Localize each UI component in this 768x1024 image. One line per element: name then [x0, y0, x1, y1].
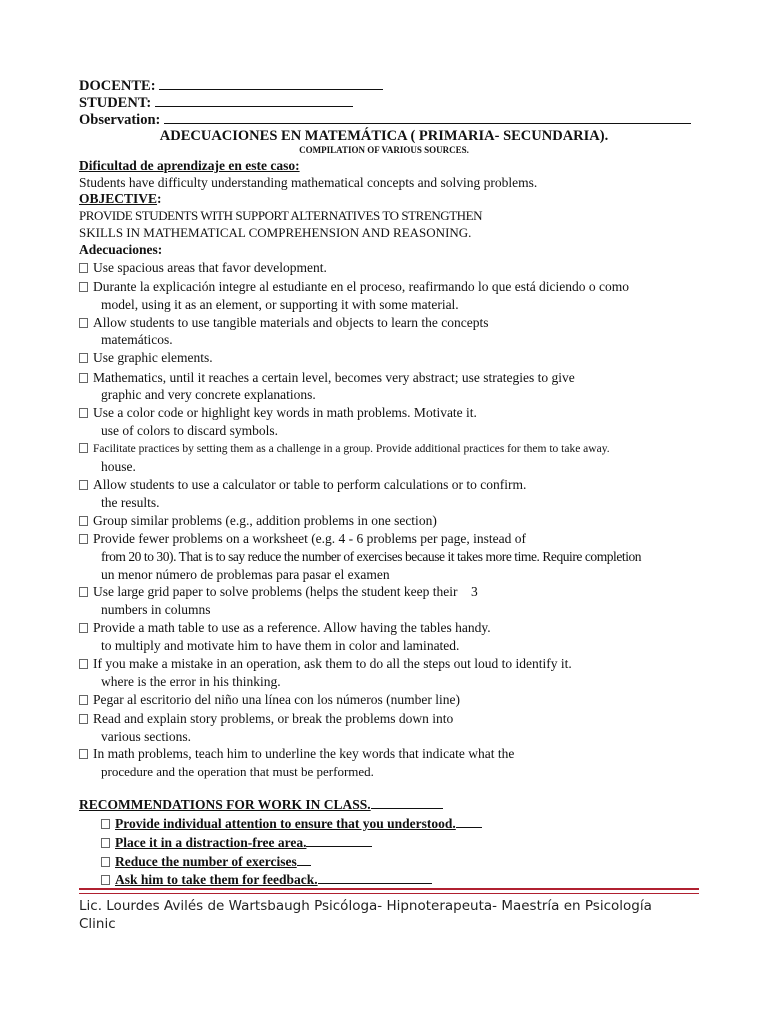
item-continuation: graphic and very concrete explanations. [101, 387, 316, 402]
item-text: Allow students to use tangible materials and objects to learn the concepts [93, 315, 489, 330]
item-text: Group similar problems (e.g., addition problems in one section) [93, 513, 437, 528]
checkbox-icon [79, 263, 88, 273]
checkbox-icon [79, 749, 88, 759]
docente-field [79, 77, 383, 95]
recommendation-item [101, 853, 311, 870]
list-item [79, 583, 478, 600]
list-item [79, 691, 460, 708]
item-text: Provide fewer problems on a worksheet (e.g. 4 - 6 problems per page, instead of [93, 531, 526, 546]
objective-line-2: SKILLS IN MATHEMATICAL COMPREHENSION AND REASONING. [79, 225, 472, 240]
recommendation-text: Reduce the number of exercises [115, 854, 297, 869]
footer-rule-thick [79, 888, 699, 890]
recommendation-blank [297, 853, 311, 866]
item-continuation: from 20 to 30). That is to say reduce the number of exercises because it takes more time. Require completion [101, 549, 642, 564]
checkbox-icon [79, 408, 88, 418]
list-item [79, 314, 489, 331]
recommendations-heading-line [79, 796, 443, 813]
checkbox-icon [79, 714, 88, 724]
list-item [79, 441, 610, 458]
difficulty-heading: Dificultad de aprendizaje en este caso: [79, 158, 300, 173]
list-item [79, 476, 526, 493]
item-text: Provide a math table to use as a reference. Allow having the tables handy. [93, 620, 491, 635]
student-label: STUDENT: [79, 95, 152, 111]
checkbox-icon [79, 534, 88, 544]
student-blank [155, 94, 353, 107]
checkbox-icon [79, 353, 88, 363]
adecuaciones-heading: Adecuaciones: [79, 242, 163, 257]
difficulty-text: Students have difficulty understanding mathematical concepts and solving problems. [79, 175, 538, 190]
item-continuation: un menor número de problemas para pasar el examen [101, 567, 390, 582]
recommendation-blank [456, 815, 482, 828]
observation-field [79, 111, 691, 129]
item-text: Allow students to use a calculator or table to perform calculations or to confirm. [93, 477, 527, 492]
recommendation-text: Ask him to take them for feedback. [115, 872, 318, 887]
item-text: Facilitate practices by setting them as a challenge in a group. Provide additional practices for them to take away. [93, 443, 610, 455]
footer-rule-thin [79, 893, 699, 894]
recommendation-item [101, 815, 482, 832]
list-item [79, 745, 514, 762]
item-text: Read and explain story problems, or break the problems down into [93, 711, 454, 726]
recommendation-item [101, 871, 432, 888]
recommendations-heading: RECOMMENDATIONS FOR WORK IN CLASS. [79, 797, 371, 812]
item-text: Durante la explicación integre al estudiante en el proceso, reafirmando lo que está diciendo o como [93, 279, 630, 294]
list-item [79, 259, 327, 276]
list-item [79, 710, 453, 727]
recommendation-text: Provide individual attention to ensure that you understood. [115, 816, 456, 831]
checkbox-icon [79, 480, 88, 490]
list-item [79, 619, 491, 636]
list-item [79, 512, 437, 529]
observation-label: Observation: [79, 112, 161, 128]
objective-colon: : [157, 191, 162, 206]
checkbox-icon [79, 695, 88, 705]
item-continuation: the results. [101, 495, 160, 510]
item-continuation: use of colors to discard symbols. [101, 423, 278, 438]
checkbox-icon [79, 318, 88, 328]
objective-heading: OBJECTIVE [79, 191, 158, 206]
item-text: Pegar al escritorio del niño una línea con los números (number line) [93, 692, 461, 707]
list-item [79, 655, 572, 672]
item-continuation: where is the error in his thinking. [101, 674, 281, 689]
student-field [79, 94, 353, 112]
document-title: ADECUACIONES EN MATEMÁTICA ( PRIMARIA- SECUNDARIA). [159, 128, 609, 144]
footer [79, 897, 699, 933]
item-continuation: to multiply and motivate him to have them in color and laminated. [101, 638, 460, 653]
recommendation-blank [306, 834, 372, 847]
item-continuation: model, using it as an element, or supporting it with some material. [101, 297, 459, 312]
checkbox-icon [79, 587, 88, 597]
recommendation-item [101, 834, 372, 851]
document-subtitle: COMPILATION OF VARIOUS SOURCES. [299, 145, 469, 155]
item-continuation: matemáticos. [101, 332, 173, 347]
footer-line-2: Clinic [79, 916, 116, 932]
docente-label: DOCENTE: [79, 78, 156, 94]
list-item [79, 349, 213, 366]
checkbox-icon [101, 838, 110, 848]
item-text: Mathematics, until it reaches a certain level, becomes very abstract; use strategies to give [93, 370, 575, 385]
checkbox-icon [79, 623, 88, 633]
checkbox-icon [101, 857, 110, 867]
objective-heading-line [79, 190, 162, 207]
checkbox-icon [79, 282, 88, 292]
list-item [79, 369, 575, 386]
footer-line-1: Lic. Lourdes Avilés de Wartsbaugh Psicóloga- Hipnoterapeuta- Maestría en Psicología [79, 898, 652, 914]
item-text: Use a color code or highlight key words in math problems. Motivate it. [93, 405, 477, 420]
checkbox-icon [101, 819, 110, 829]
checkbox-icon [79, 373, 88, 383]
item-continuation: procedure and the operation that must be performed. [101, 764, 374, 779]
docente-blank [159, 77, 383, 90]
item-text: In math problems, teach him to underline the key words that indicate what the [93, 746, 515, 761]
checkbox-icon [79, 443, 88, 453]
item-text: Use large grid paper to solve problems (helps the student keep their 3 [93, 584, 478, 599]
list-item [79, 530, 526, 547]
list-item [79, 278, 629, 295]
recommendation-blank [318, 871, 432, 884]
checkbox-icon [79, 659, 88, 669]
observation-blank [164, 111, 691, 124]
checkbox-icon [101, 875, 110, 885]
item-text: Use graphic elements. [93, 350, 213, 365]
recommendations-blank [371, 796, 443, 809]
item-continuation: various sections. [101, 729, 191, 744]
recommendation-text: Place it in a distraction-free area. [115, 835, 307, 850]
item-continuation: numbers in columns [101, 602, 211, 617]
item-text: Use spacious areas that favor development. [93, 260, 327, 275]
item-continuation: house. [101, 459, 136, 474]
objective-line-1: PROVIDE STUDENTS WITH SUPPORT ALTERNATIVES TO STRENGTHEN [79, 208, 483, 223]
item-text: If you make a mistake in an operation, ask them to do all the steps out loud to identify it. [93, 656, 572, 671]
checkbox-icon [79, 516, 88, 526]
list-item [79, 404, 477, 421]
